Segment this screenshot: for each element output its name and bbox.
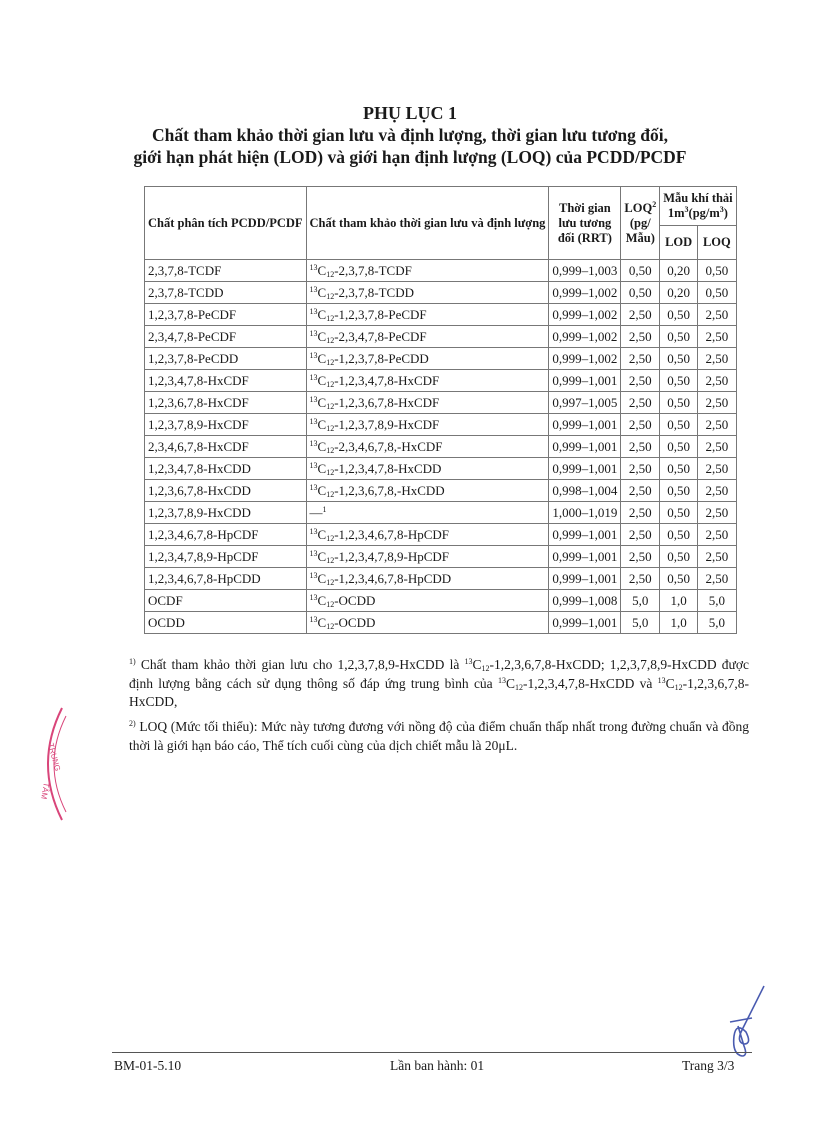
header-loq: LOQ bbox=[698, 226, 737, 260]
signature bbox=[722, 982, 772, 1062]
cell-loq: 2,50 bbox=[698, 392, 737, 414]
cell-rrt: 0,999–1,001 bbox=[549, 546, 621, 568]
table-row bbox=[145, 458, 737, 480]
table-row bbox=[145, 480, 737, 502]
cell-loq-sample: 2,50 bbox=[621, 392, 660, 414]
cell-loq: 0,50 bbox=[698, 282, 737, 304]
cell-reference: $^{13}C_{12}-1,2,3,4,7,8$-HxCDF bbox=[306, 370, 549, 392]
cell-reference: $^{13}C_{12}-1,2,3,7,8$-PeCDF bbox=[306, 304, 549, 326]
cell-rrt: 0,999–1,008 bbox=[549, 590, 621, 612]
cell-analyte: 2,3,4,6,7,8-HxCDF bbox=[145, 436, 307, 458]
footnote-2: $^{2)}$ LOQ (Mức tối thiểu): Mức này tương đương với nồng độ của điểm chuẩn thấp nhất trong đường chuẩn và đồng thời là giới hạn báo cáo, Thể tích cuối cùng của dịch chiết mẫu là 20μL. bbox=[129, 719, 749, 753]
cell-analyte: OCDD bbox=[145, 612, 307, 634]
cell-loq-sample: 2,50 bbox=[621, 414, 660, 436]
cell-loq-sample: 2,50 bbox=[621, 436, 660, 458]
cell-lod: 1,0 bbox=[660, 590, 698, 612]
cell-rrt: 0,998–1,004 bbox=[549, 480, 621, 502]
svg-text:TÂM: TÂM bbox=[39, 781, 51, 800]
cell-loq: 2,50 bbox=[698, 304, 737, 326]
cell-analyte: 1,2,3,6,7,8-HxCDF bbox=[145, 392, 307, 414]
appendix-subtitle-line2: giới hạn phát hiện (LOD) và giới hạn định lượng (LOQ) của PCDD/PCDF bbox=[133, 147, 687, 167]
cell-lod: 0,50 bbox=[660, 436, 698, 458]
cell-lod: 0,50 bbox=[660, 568, 698, 590]
exhaust-unit: $1m^3(pg/m^3)$ bbox=[667, 205, 728, 220]
cell-reference: $^{13}C_{12}-1,2,3,7,8$-PeCDD bbox=[306, 348, 549, 370]
cell-loq: 5,0 bbox=[698, 590, 737, 612]
footnote-1: $^{1)}$ Chất tham khảo thời gian lưu cho 1,2,3,7,8,9-HxCDD là $^{13}C_{12}-1,2,3,6,7,8$-HxCDD; 1,2,3,7,8,9-HxCDD được định lượng bằng cách sử dụng thông số đáp ứng trung bình của $^{13}C_{12}-1,2,3,4,7,8$-HxCDD và $^{13}C_{12}-1,2,3,6,7,8$-HxCDD, bbox=[129, 657, 749, 709]
header-analyte: Chất phân tích PCDD/PCDF bbox=[145, 187, 307, 260]
cell-loq-sample: 2,50 bbox=[621, 480, 660, 502]
cell-loq-sample: 2,50 bbox=[621, 568, 660, 590]
cell-rrt: 1,000–1,019 bbox=[549, 502, 621, 524]
table-row bbox=[145, 590, 737, 612]
cell-analyte: 1,2,3,7,8,9-HxCDD bbox=[145, 502, 307, 524]
cell-loq: 2,50 bbox=[698, 524, 737, 546]
cell-analyte: 1,2,3,4,7,8-HxCDD bbox=[145, 458, 307, 480]
header-reference: Chất tham khảo thời gian lưu và định lượng bbox=[306, 187, 549, 260]
footnote-1-marker: 1) bbox=[129, 657, 136, 666]
exhaust-label: Mẫu khí thải bbox=[663, 191, 733, 205]
table-row bbox=[145, 524, 737, 546]
cell-loq-sample: 2,50 bbox=[621, 348, 660, 370]
cell-analyte: 2,3,7,8-TCDF bbox=[145, 260, 307, 282]
cell-loq-sample: 5,0 bbox=[621, 612, 660, 634]
cell-lod: 0,50 bbox=[660, 370, 698, 392]
cell-reference: $^{13}C_{12}-2,3,7,8$-TCDF bbox=[306, 260, 549, 282]
cell-reference: $^{13}C_{12}-2,3,4,6,7,8$,-HxCDF bbox=[306, 436, 549, 458]
table-row bbox=[145, 348, 737, 370]
cell-lod: 0,20 bbox=[660, 260, 698, 282]
cell-loq: 2,50 bbox=[698, 414, 737, 436]
cell-analyte: 1,2,3,4,6,7,8-HpCDF bbox=[145, 524, 307, 546]
cell-reference: $^{13}C_{12}-1,2,3,4,7,8$-HxCDD bbox=[306, 458, 549, 480]
cell-reference: $^{13}C_{12}-1,2,3,7,8,9$-HxCDF bbox=[306, 414, 549, 436]
cell-reference: $^{13}C_{12}$-OCDD bbox=[306, 590, 549, 612]
cell-loq-sample: 2,50 bbox=[621, 546, 660, 568]
cell-lod: 0,50 bbox=[660, 546, 698, 568]
cell-loq-sample: 2,50 bbox=[621, 304, 660, 326]
cell-loq-sample: 2,50 bbox=[621, 326, 660, 348]
appendix-title: PHỤ LỤC 1 bbox=[363, 103, 457, 123]
cell-rrt: 0,999–1,001 bbox=[549, 458, 621, 480]
cell-analyte: 1,2,3,7,8-PeCDD bbox=[145, 348, 307, 370]
loq-unit: (pg/ Mẫu) bbox=[625, 215, 655, 245]
cell-reference: $^{13}C_{12}-2,3,7,8$-TCDD bbox=[306, 282, 549, 304]
cell-analyte: 2,3,7,8-TCDD bbox=[145, 282, 307, 304]
table-row bbox=[145, 260, 737, 282]
cell-loq: 2,50 bbox=[698, 348, 737, 370]
cell-lod: 0,50 bbox=[660, 392, 698, 414]
cell-rrt: 0,999–1,001 bbox=[549, 370, 621, 392]
cell-reference: $^{13}C_{12}-1,2,3,6,7,8$,-HxCDD bbox=[306, 480, 549, 502]
cell-analyte: 2,3,4,7,8-PeCDF bbox=[145, 326, 307, 348]
cell-analyte: 1,2,3,4,6,7,8-HpCDD bbox=[145, 568, 307, 590]
cell-loq: 2,50 bbox=[698, 480, 737, 502]
cell-lod: 0,50 bbox=[660, 458, 698, 480]
table-row bbox=[145, 282, 737, 304]
stamp-seal bbox=[28, 704, 68, 824]
cell-rrt: 0,997–1,005 bbox=[549, 392, 621, 414]
footnote-2-marker: 2) bbox=[129, 719, 136, 728]
cell-analyte: 1,2,3,7,8-PeCDF bbox=[145, 304, 307, 326]
cell-loq-sample: 2,50 bbox=[621, 524, 660, 546]
table-row bbox=[145, 436, 737, 458]
table-row bbox=[145, 304, 737, 326]
cell-lod: 0,50 bbox=[660, 502, 698, 524]
cell-reference: $^{13}C_{12}-2,3,4,7,8$-PeCDF bbox=[306, 326, 549, 348]
cell-reference: $^{13}C_{12}-1,2,3,4,6,7,8$-HpCDD bbox=[306, 568, 549, 590]
cell-reference: $^{13}C_{12}-1,2,3,4,6,7,8$-HpCDF bbox=[306, 524, 549, 546]
cell-analyte: 1,2,3,4,7,8,9-HpCDF bbox=[145, 546, 307, 568]
header-loq-sample bbox=[621, 187, 660, 260]
cell-loq: 2,50 bbox=[698, 568, 737, 590]
header-lod: LOD bbox=[660, 226, 698, 260]
cell-loq: 2,50 bbox=[698, 326, 737, 348]
cell-loq-sample: 2,50 bbox=[621, 458, 660, 480]
table-row bbox=[145, 370, 737, 392]
svg-text:TRUNG: TRUNG bbox=[46, 742, 63, 773]
cell-analyte: 1,2,3,6,7,8-HxCDD bbox=[145, 480, 307, 502]
cell-analyte: 1,2,3,4,7,8-HxCDF bbox=[145, 370, 307, 392]
footer-doc-code: BM-01-5.10 bbox=[114, 1058, 182, 1073]
cell-reference: $^{13}C_{12}-1,2,3,4,7,8,9$-HpCDF bbox=[306, 546, 549, 568]
cell-loq: 5,0 bbox=[698, 612, 737, 634]
cell-rrt: 0,999–1,002 bbox=[549, 282, 621, 304]
cell-rrt: 0,999–1,002 bbox=[549, 348, 621, 370]
cell-rrt: 0,999–1,002 bbox=[549, 304, 621, 326]
cell-lod: 0,50 bbox=[660, 414, 698, 436]
cell-loq: 2,50 bbox=[698, 370, 737, 392]
pcdd-pcdf-table bbox=[144, 186, 737, 634]
cell-rrt: 0,999–1,002 bbox=[549, 326, 621, 348]
cell-reference: $^{13}C_{12}$-OCDD bbox=[306, 612, 549, 634]
cell-lod: 0,20 bbox=[660, 282, 698, 304]
cell-lod: 1,0 bbox=[660, 612, 698, 634]
cell-reference: $^{13}C_{12}-1,2,3,6,7,8$-HxCDF bbox=[306, 392, 549, 414]
cell-rrt: 0,999–1,003 bbox=[549, 260, 621, 282]
cell-analyte: 1,2,3,7,8,9-HxCDF bbox=[145, 414, 307, 436]
cell-analyte: OCDF bbox=[145, 590, 307, 612]
cell-lod: 0,50 bbox=[660, 480, 698, 502]
cell-rrt: 0,999–1,001 bbox=[549, 436, 621, 458]
header-exhaust bbox=[660, 187, 736, 226]
table-row bbox=[145, 392, 737, 414]
table-row bbox=[145, 568, 737, 590]
table-row bbox=[145, 546, 737, 568]
table-row bbox=[145, 414, 737, 436]
cell-lod: 0,50 bbox=[660, 304, 698, 326]
footer-page: Trang 3/3 bbox=[682, 1058, 735, 1073]
cell-loq: 0,50 bbox=[698, 260, 737, 282]
cell-loq-sample: 0,50 bbox=[621, 260, 660, 282]
cell-loq-sample: 5,0 bbox=[621, 590, 660, 612]
cell-loq: 2,50 bbox=[698, 458, 737, 480]
loq-label: LOQ bbox=[624, 200, 653, 215]
cell-loq-sample: 0,50 bbox=[621, 282, 660, 304]
table-row bbox=[145, 502, 737, 524]
cell-lod: 0,50 bbox=[660, 326, 698, 348]
loq-footnote-ref: 2 bbox=[652, 199, 657, 209]
header-rrt: Thời gian lưu tương đối (RRT) bbox=[549, 187, 621, 260]
cell-loq: 2,50 bbox=[698, 502, 737, 524]
footer-issue: Lần ban hành: 01 bbox=[390, 1058, 485, 1073]
footer-divider bbox=[112, 1052, 752, 1053]
table-row bbox=[145, 612, 737, 634]
cell-loq: 2,50 bbox=[698, 436, 737, 458]
cell-lod: 0,50 bbox=[660, 524, 698, 546]
cell-rrt: 0,999–1,001 bbox=[549, 524, 621, 546]
cell-reference: —$^1$ bbox=[306, 502, 549, 524]
cell-rrt: 0,999–1,001 bbox=[549, 568, 621, 590]
cell-rrt: 0,999–1,001 bbox=[549, 414, 621, 436]
cell-loq-sample: 2,50 bbox=[621, 370, 660, 392]
cell-lod: 0,50 bbox=[660, 348, 698, 370]
table-row bbox=[145, 326, 737, 348]
appendix-subtitle-line1: Chất tham khảo thời gian lưu và định lượng, thời gian lưu tương đối, bbox=[152, 125, 668, 145]
cell-loq-sample: 2,50 bbox=[621, 502, 660, 524]
cell-loq: 2,50 bbox=[698, 546, 737, 568]
cell-rrt: 0,999–1,001 bbox=[549, 612, 621, 634]
